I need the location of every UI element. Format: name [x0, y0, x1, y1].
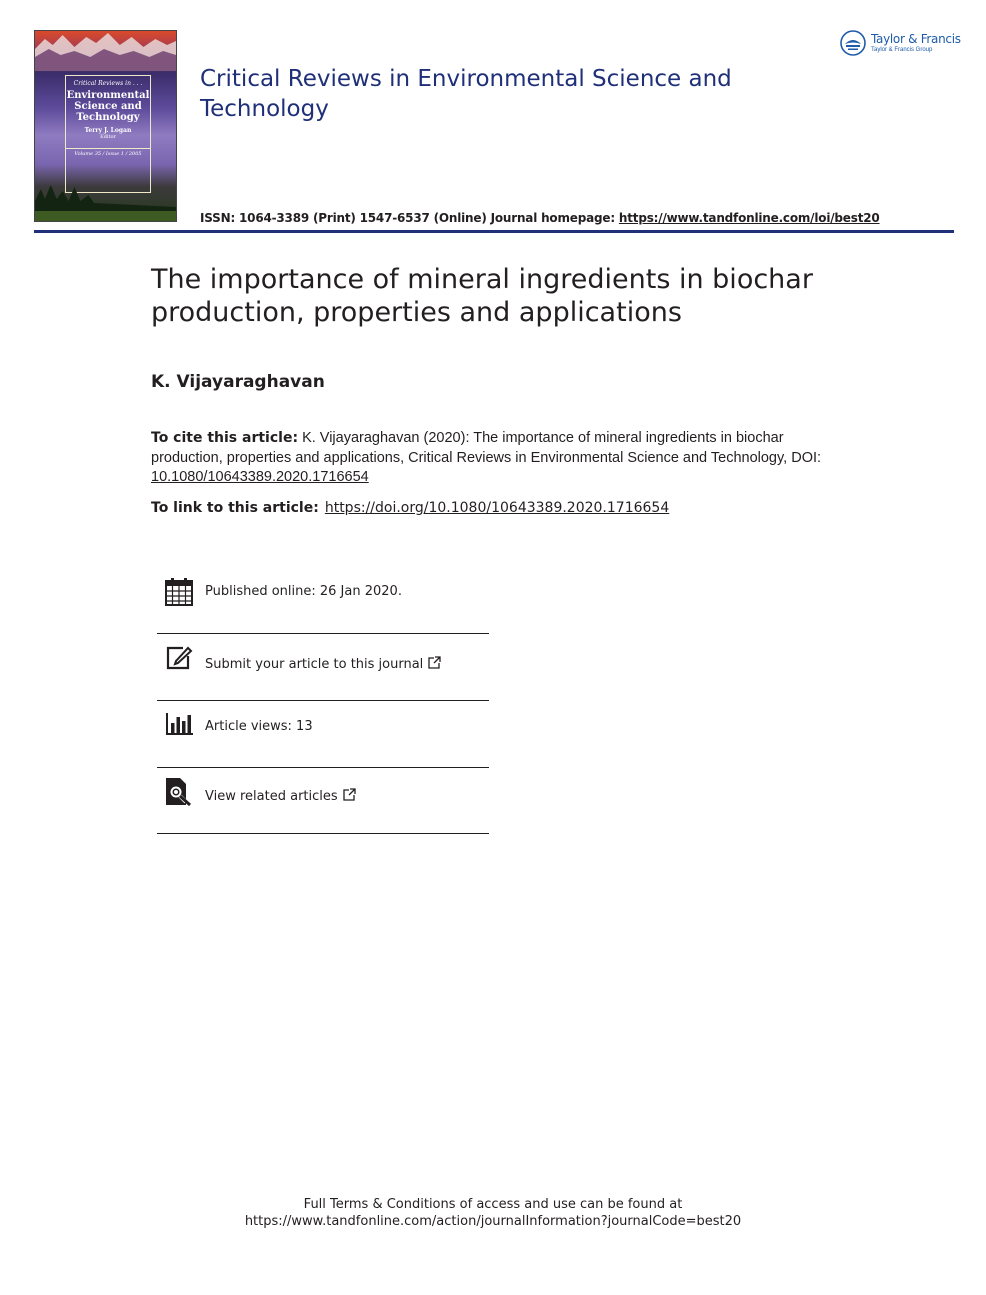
- submit-article-text: Submit your article to this journal: [205, 657, 424, 672]
- footer: [0, 1196, 986, 1230]
- publisher-group: Taylor & Francis Group: [871, 47, 933, 53]
- publisher-name: Taylor & Francis: [871, 32, 961, 46]
- cover-volume: Volume 35 / Issue 1 / 2005: [66, 148, 150, 157]
- related-articles-text: View related articles: [205, 789, 338, 804]
- cite-doi-link[interactable]: 10.1080/10643389.2020.1716654: [151, 469, 369, 485]
- article-title: The importance of mineral ingredients in biochar production, properties and applications: [151, 264, 813, 328]
- publisher-logo[interactable]: [840, 30, 960, 58]
- journal-homepage-link[interactable]: https://www.tandfonline.com/loi/best20: [618, 211, 880, 225]
- trees-graphic: [35, 181, 176, 221]
- cover-title: [66, 90, 150, 123]
- submit-article-link[interactable]: [205, 656, 441, 672]
- edit-icon: [165, 644, 193, 672]
- footer-terms-link[interactable]: https://www.tandfonline.com/action/journalInformation?journalCode=best20: [244, 1214, 742, 1229]
- cite-text: K. Vijayaraghavan (2020): The importance of mineral ingredients in biochar production, properties and applications, Critical Reviews in Environmental Science and Technology, DOI:: [151, 430, 822, 466]
- issn-text: ISSN: 1064-3389 (Print) 1547-6537 (Online) Journal homepage:: [200, 211, 619, 225]
- link-label: To link to this article:: [151, 500, 319, 516]
- external-link-icon: [428, 656, 441, 669]
- cover-title-line: Science and: [74, 101, 142, 112]
- submit-article-row[interactable]: [157, 644, 489, 674]
- article-link-line: [151, 499, 669, 516]
- divider: [157, 833, 489, 834]
- document-search-icon: [165, 778, 193, 806]
- article-views-text: Article views: 13: [205, 719, 313, 734]
- cover-title-line: Environmental: [66, 90, 150, 101]
- related-articles-link[interactable]: [205, 788, 356, 804]
- header-divider: [34, 230, 954, 233]
- divider: [157, 767, 489, 768]
- taylor-francis-logo-icon: [840, 30, 866, 56]
- footer-text: Full Terms & Conditions of access and use can be found at: [303, 1197, 683, 1212]
- citation-block: [151, 429, 851, 488]
- issn-line: [200, 211, 880, 225]
- related-articles-row[interactable]: [157, 778, 489, 808]
- article-views-row: [157, 711, 489, 741]
- divider: [157, 633, 489, 634]
- calendar-icon: [165, 578, 193, 606]
- mountains-graphic: [35, 31, 176, 71]
- external-link-icon: [343, 788, 356, 801]
- divider: [157, 700, 489, 701]
- cover-title-box: [65, 75, 151, 193]
- published-online-text: Published online: 26 Jan 2020.: [205, 584, 402, 599]
- published-online-row: [157, 578, 489, 608]
- journal-title[interactable]: Critical Reviews in Environmental Science and Technology: [200, 66, 732, 122]
- cover-title-line: Technology: [76, 112, 140, 123]
- bar-chart-icon: [165, 711, 193, 739]
- article-author[interactable]: K. Vijayaraghavan: [151, 372, 325, 392]
- cover-prefix: Critical Reviews in . . .: [73, 80, 143, 87]
- cover-editor: Terry J. Logan: [84, 127, 132, 134]
- cover-editor-role: Editor: [100, 134, 116, 140]
- cite-label: To cite this article:: [151, 430, 299, 446]
- journal-cover-image: [34, 30, 177, 222]
- article-doi-link[interactable]: https://doi.org/10.1080/10643389.2020.1716654: [324, 500, 670, 516]
